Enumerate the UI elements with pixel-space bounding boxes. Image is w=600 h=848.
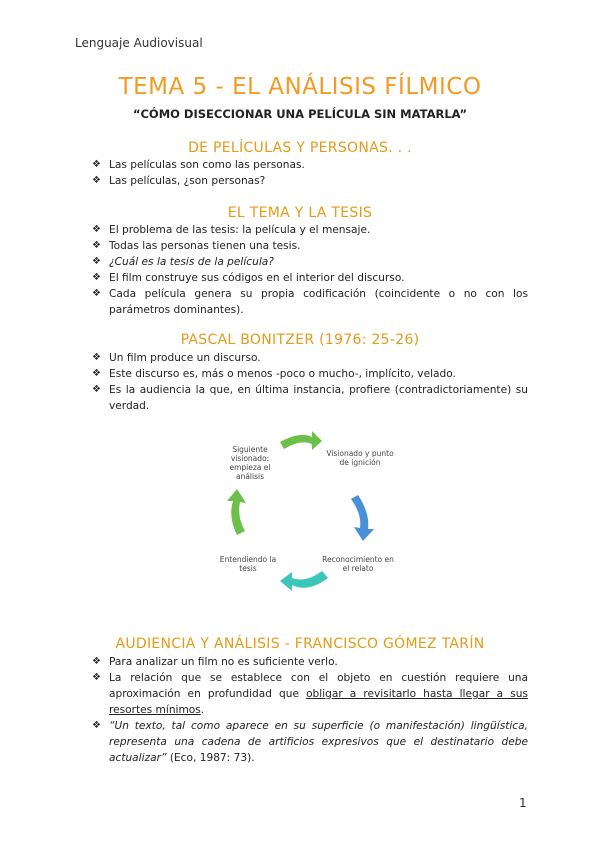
diagram-label: Entendiendo la tesis	[219, 555, 277, 573]
bullet-icon: ❖	[92, 656, 101, 667]
bullet-icon: ❖	[92, 368, 101, 379]
bullet-icon: ❖	[92, 720, 101, 731]
bullet-icon: ❖	[92, 224, 101, 235]
bullet-icon: ❖	[92, 352, 101, 363]
list-item: ❖ El problema de las tesis: la película y el mensaje.	[92, 224, 371, 236]
bullet-icon: ❖	[92, 175, 101, 186]
page-number: 1	[519, 796, 527, 810]
bullet-list	[92, 350, 528, 414]
list-item: ❖ Todas las personas tienen una tesis.	[92, 240, 301, 252]
list-item: ❖ “Un texto, tal como aparece en su superficie (o manifestación) lingüística, representa una cadena de artificios expresivos que el destinatario debe actualizar” (Eco, 1987: 73).	[92, 720, 528, 764]
running-header: Lenguaje Audiovisual	[75, 36, 203, 50]
list-item: ❖ El film construye sus códigos en el interior del discurso.	[92, 272, 405, 284]
bullet-list	[92, 654, 528, 766]
section-heading: EL TEMA Y LA TESIS	[227, 205, 373, 221]
list-item: ❖ Cada película genera su propia codificación (coincidente o no con los parámetros dominantes).	[92, 288, 528, 316]
diagram-label: Reconocimiento en el relato	[322, 555, 394, 573]
bullet-icon: ❖	[92, 240, 101, 251]
bullet-icon: ❖	[92, 256, 101, 267]
bullet-icon: ❖	[92, 288, 101, 299]
diagram-label: Siguiente visionado: empieza el análisis	[229, 445, 271, 481]
list-item: ❖ Un film produce un discurso.	[92, 352, 261, 364]
section-heading: AUDIENCIA Y ANÁLISIS - FRANCISCO GÓMEZ TARÍN	[115, 636, 485, 652]
list-item: ❖ Las películas, ¿son personas?	[92, 175, 266, 187]
cycle-diagram	[200, 425, 410, 615]
bullet-icon: ❖	[92, 384, 101, 395]
diagram-label: Visionado y punto de ignición	[326, 449, 394, 467]
list-item: ❖ ¿Cuál es la tesis de la película?	[92, 256, 274, 268]
bullet-list	[92, 222, 528, 318]
arrow-right-icon	[351, 495, 374, 541]
arrow-bottom-icon	[280, 571, 328, 591]
section-heading: PASCAL BONITZER (1976: 25-26)	[180, 332, 420, 348]
list-item: ❖ Este discurso es, más o menos -poco o mucho-, implícito, velado.	[92, 368, 456, 380]
bullet-icon: ❖	[92, 272, 101, 283]
quote-text: “Un texto, tal como aparece en su superficie (o manifestación) lingüística, representa una cadena de artificios expresivos que el destinatario debe actualizar”	[109, 720, 528, 764]
bullet-icon: ❖	[92, 672, 101, 683]
bullet-list	[92, 157, 528, 189]
list-item: ❖ Es la audiencia la que, en última instancia, profiere (contradictoriamente) su verdad.	[92, 384, 528, 412]
arrow-top-icon	[280, 431, 322, 450]
page-subtitle: “CÓMO DISECCIONAR UNA PELÍCULA SIN MATARLA”	[132, 107, 468, 121]
section-heading: DE PELÍCULAS Y PERSONAS. . .	[188, 140, 412, 156]
list-item: ❖ Las películas son como las personas.	[92, 159, 305, 171]
underlined-phrase: obligar a revisitarlo hasta llegar a sus resortes mínimos	[109, 688, 528, 716]
list-item: ❖ La relación que se establece con el objeto en cuestión requiere una aproximación en profundidad que obligar a revisitarlo hasta llegar a sus resortes mínimos.	[92, 672, 528, 716]
list-item: ❖ Para analizar un film no es suficiente verlo.	[92, 656, 338, 668]
page-title: TEMA 5 - EL ANÁLISIS FÍLMICO	[118, 74, 482, 100]
bullet-icon: ❖	[92, 159, 101, 170]
arrow-left-icon	[227, 489, 246, 535]
